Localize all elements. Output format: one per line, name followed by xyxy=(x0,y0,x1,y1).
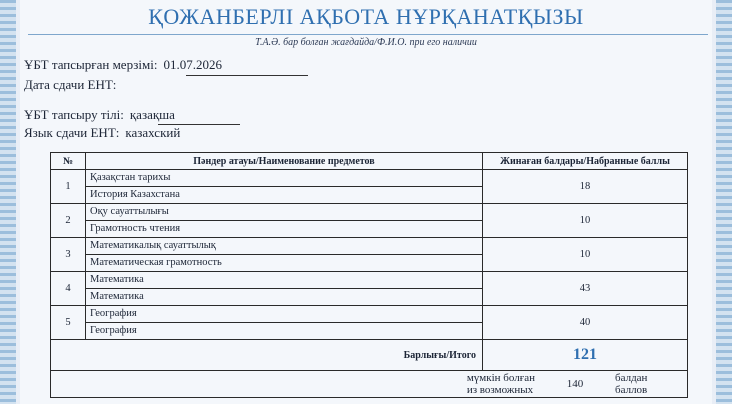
subject-score: 18 xyxy=(483,170,688,204)
date-underline xyxy=(186,75,308,76)
possible-label-kz: мүмкін болған xyxy=(466,372,535,384)
possible-score: 140 xyxy=(566,378,584,390)
table-row xyxy=(51,170,688,204)
language-value-kz: қазақша xyxy=(129,107,175,122)
subject-cell xyxy=(86,306,483,340)
subject-cell xyxy=(86,238,483,272)
date-label-kz: ҰБТ тапсырған мерзімі: xyxy=(24,57,158,72)
possible-row xyxy=(51,371,688,398)
subject-name-ru: История Казахстана xyxy=(90,189,180,200)
date-row xyxy=(24,57,222,73)
possible-line xyxy=(55,372,683,396)
decorative-border-right xyxy=(716,0,732,404)
table-row xyxy=(51,204,688,238)
subject-cell xyxy=(86,272,483,306)
header-score: Жинаған балдары/Набранные баллы xyxy=(483,153,688,170)
total-score: 121 xyxy=(483,340,688,371)
total-label: Барлығы/Итого xyxy=(51,340,483,371)
points-label-ru: баллов xyxy=(615,384,648,396)
subject-name-kz: География xyxy=(86,306,482,323)
header-number: № xyxy=(51,153,86,170)
subject-name-ru: География xyxy=(90,325,137,336)
subject-name-kz: Қазақстан тарихы xyxy=(86,170,482,187)
subject-name-ru: Математика xyxy=(90,291,144,302)
date-value: 01.07.2026 xyxy=(163,57,222,72)
row-number: 3 xyxy=(51,238,86,272)
row-number: 1 xyxy=(51,170,86,204)
scores-table xyxy=(50,152,688,398)
language-label-kz: ҰБТ тапсыру тілі: xyxy=(24,107,124,122)
possible-label-ru: из возможных xyxy=(466,384,534,396)
possible-cell xyxy=(51,371,688,398)
points-text xyxy=(615,372,675,396)
row-number: 2 xyxy=(51,204,86,238)
full-name: ҚОЖАНБЕРЛІ АҚБОТА НҰРҚАНАТҚЫЗЫ xyxy=(148,4,584,29)
subject-score: 40 xyxy=(483,306,688,340)
certificate-sheet xyxy=(20,0,712,404)
language-row-kz xyxy=(24,107,175,123)
points-label-kz: балдан xyxy=(615,372,648,384)
subject-name-kz: Математикалық сауаттылық xyxy=(86,238,482,255)
table-row xyxy=(51,238,688,272)
subject-name-kz: Оқу сауаттылығы xyxy=(86,204,482,221)
language-value-ru: казахский xyxy=(125,125,181,140)
subject-score: 43 xyxy=(483,272,688,306)
date-label-ru: Дата сдачи ЕНТ: xyxy=(24,77,117,92)
name-underline xyxy=(28,34,708,35)
subject-score: 10 xyxy=(483,238,688,272)
language-label-ru: Язык сдачи ЕНТ: xyxy=(24,125,120,140)
row-number: 4 xyxy=(51,272,86,306)
language-row-ru xyxy=(24,125,180,141)
row-number: 5 xyxy=(51,306,86,340)
subject-cell xyxy=(86,204,483,238)
subject-name-ru: Математическая грамотность xyxy=(90,257,222,268)
table-row xyxy=(51,272,688,306)
subject-score: 10 xyxy=(483,204,688,238)
name-caption: Т.А.Ә. бар болған жағдайда/Ф.И.О. при его наличии xyxy=(255,37,477,48)
subject-cell xyxy=(86,170,483,204)
header-subject: Пәндер атауы/Наименование предметов xyxy=(86,153,483,170)
possible-text xyxy=(467,372,535,396)
total-row xyxy=(51,340,688,371)
table-header xyxy=(51,153,688,170)
subject-name-kz: Математика xyxy=(86,272,482,289)
subject-name-ru: Грамотность чтения xyxy=(90,223,181,234)
decorative-border-left xyxy=(0,0,16,404)
table-row xyxy=(51,306,688,340)
